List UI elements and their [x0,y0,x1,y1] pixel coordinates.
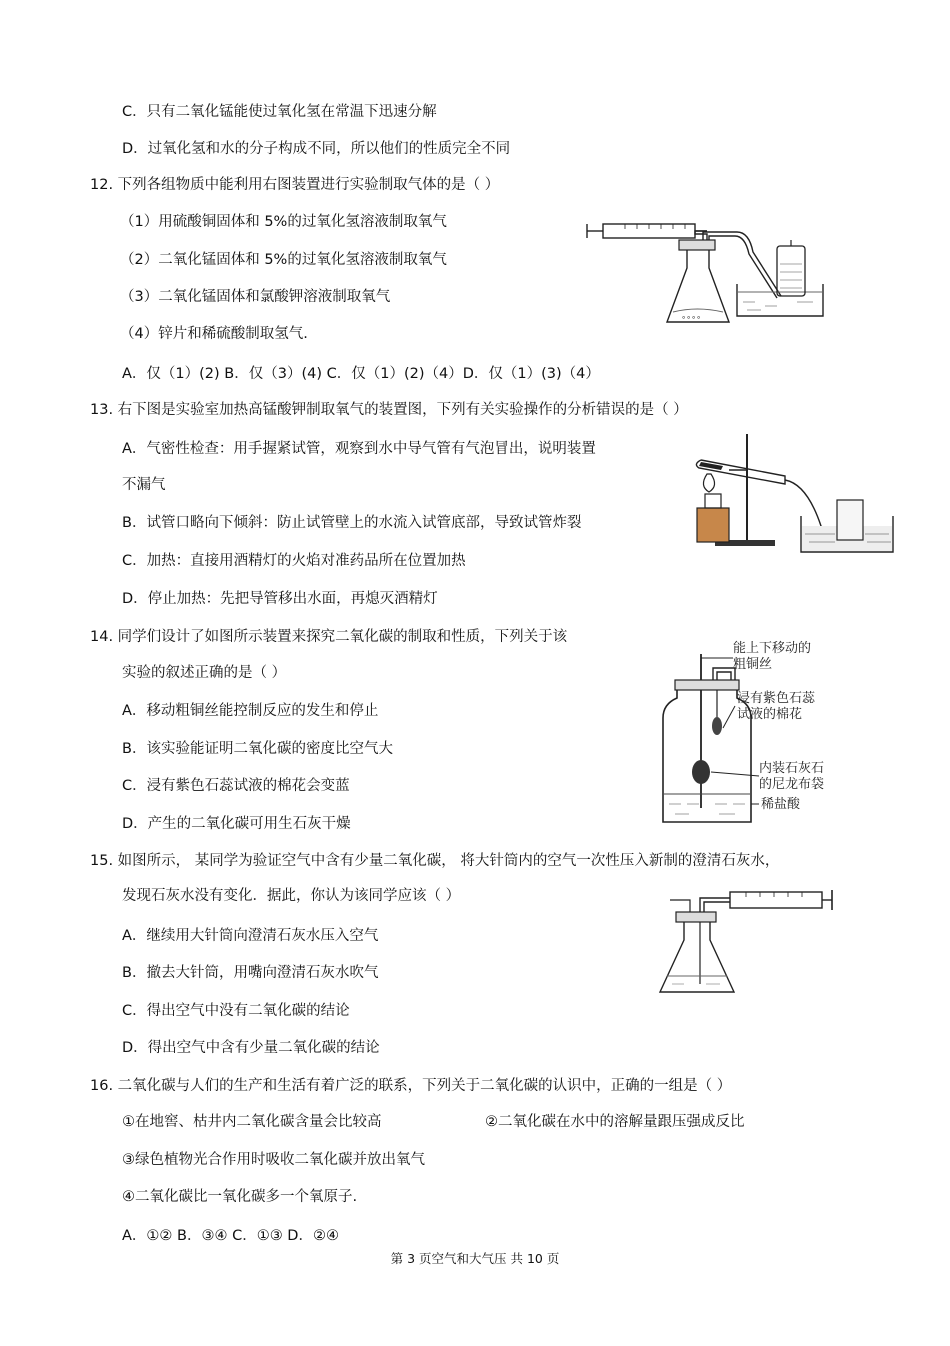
q15-option-a: A．继续用大针筒向澄清石灰水压入空气 [122,928,379,944]
q15-option-c: C．得出空气中没有二氧化碳的结论 [122,1003,350,1019]
label-bag-2: 的尼龙布袋 [759,777,825,792]
q16-item-2: ②二氧化碳在水中的溶解量跟压强成反比 [485,1114,745,1130]
label-acid: 稀盐酸 [761,797,801,812]
q13-option-a-line2: 不漏气 [122,477,166,493]
label-copper-wire-2: 粗铜丝 [733,657,773,672]
q14-option-c: C．浸有紫色石蕊试液的棉花会变蓝 [122,778,350,794]
q15-option-b: B．撤去大针筒，用嘴向澄清石灰水吹气 [122,965,379,981]
q15-stem-line1: 15. 如图所示， 某同学为验证空气中含有少量二氧化碳， 将大针筒内的空气一次性压入新制的澄清石灰水， [90,853,780,869]
q12-stem: 12. 下列各组物质中能利用右图装置进行实验制取气体的是（ ） [90,177,500,193]
label-cotton-1: 浸有紫色石蕊 [737,691,816,706]
q13-option-c: C．加热：直接用酒精灯的火焰对准药品所在位置加热 [122,553,466,569]
label-copper-wire-1: 能上下移动的 [733,641,812,656]
q11-option-c: C．只有二氧化锰能使过氧化氢在常温下迅速分解 [122,104,437,120]
page-footer: 第 3 页空气和大气压 共 10 页 [390,1251,560,1266]
q12-item-1: （1）用硫酸铜固体和 5%的过氧化氢溶液制取氧气 [120,214,447,230]
q12-item-3: （3）二氧化锰固体和氯酸钾溶液制取氧气 [120,289,391,305]
q15-apparatus-figure [650,880,840,1000]
q16-item-4: ④二氧化碳比一氧化碳多一个氧原子. [122,1189,358,1205]
q12-apparatus-figure [585,212,825,332]
q14-option-d: D．产生的二氧化碳可用生石灰干燥 [122,816,351,832]
label-cotton-2: 试液的棉花 [737,707,803,722]
q15-option-d: D．得出空气中含有少量二氧化碳的结论 [122,1040,380,1056]
q14-stem-line1: 14. 同学们设计了如图所示装置来探究二氧化碳的制取和性质，下列关于该 [90,629,568,645]
q14-option-a: A．移动粗铜丝能控制反应的发生和停止 [122,703,379,719]
q15-stem-line2: 发现石灰水没有变化．据此，你认为该同学应该（ ） [122,888,461,904]
q13-option-b: B．试管口略向下倾斜：防止试管壁上的水流入试管底部，导致试管炸裂 [122,515,582,531]
q16-options: A．①② B．③④ C．①③ D．②④ [122,1228,339,1244]
q14-apparatus-figure [655,632,855,842]
q14-option-b: B．该实验能证明二氧化碳的密度比空气大 [122,741,393,757]
q13-stem: 13. 右下图是实验室加热高锰酸钾制取氧气的装置图，下列有关实验操作的分析错误的是（ ） [90,402,688,418]
q16-item-3: ③绿色植物光合作用时吸收二氧化碳并放出氧气 [122,1152,425,1168]
q12-options: A．仅（1）(2) B．仅（3）(4) C．仅（1）(2)（4）D．仅（1）(3)（4） [122,366,600,382]
q12-item-4: （4）锌片和稀硫酸制取氢气. [120,326,308,342]
svg-text:∘∘∘∘: ∘∘∘∘ [681,313,702,322]
q12-item-2: （2）二氧化锰固体和 5%的过氧化氢溶液制取氧气 [120,252,447,268]
q13-option-a-line1: A．气密性检查：用手握紧试管，观察到水中导气管有气泡冒出，说明装置 [122,441,596,457]
label-bag-1: 内装石灰石 [759,761,825,776]
q16-stem: 16. 二氧化碳与人们的生产和生活有着广泛的联系，下列关于二氧化碳的认识中，正确的一组是（ ） [90,1078,732,1094]
q14-stem-line2: 实验的叙述正确的是（ ） [122,665,287,681]
q13-option-d: D．停止加热：先把导管移出水面，再熄灭酒精灯 [122,591,438,607]
q11-option-d: D．过氧化氢和水的分子构成不同，所以他们的性质完全不同 [122,141,511,157]
q13-apparatus-figure [685,430,895,560]
q16-item-1: ①在地窖、枯井内二氧化碳含量会比较高 [122,1114,382,1130]
